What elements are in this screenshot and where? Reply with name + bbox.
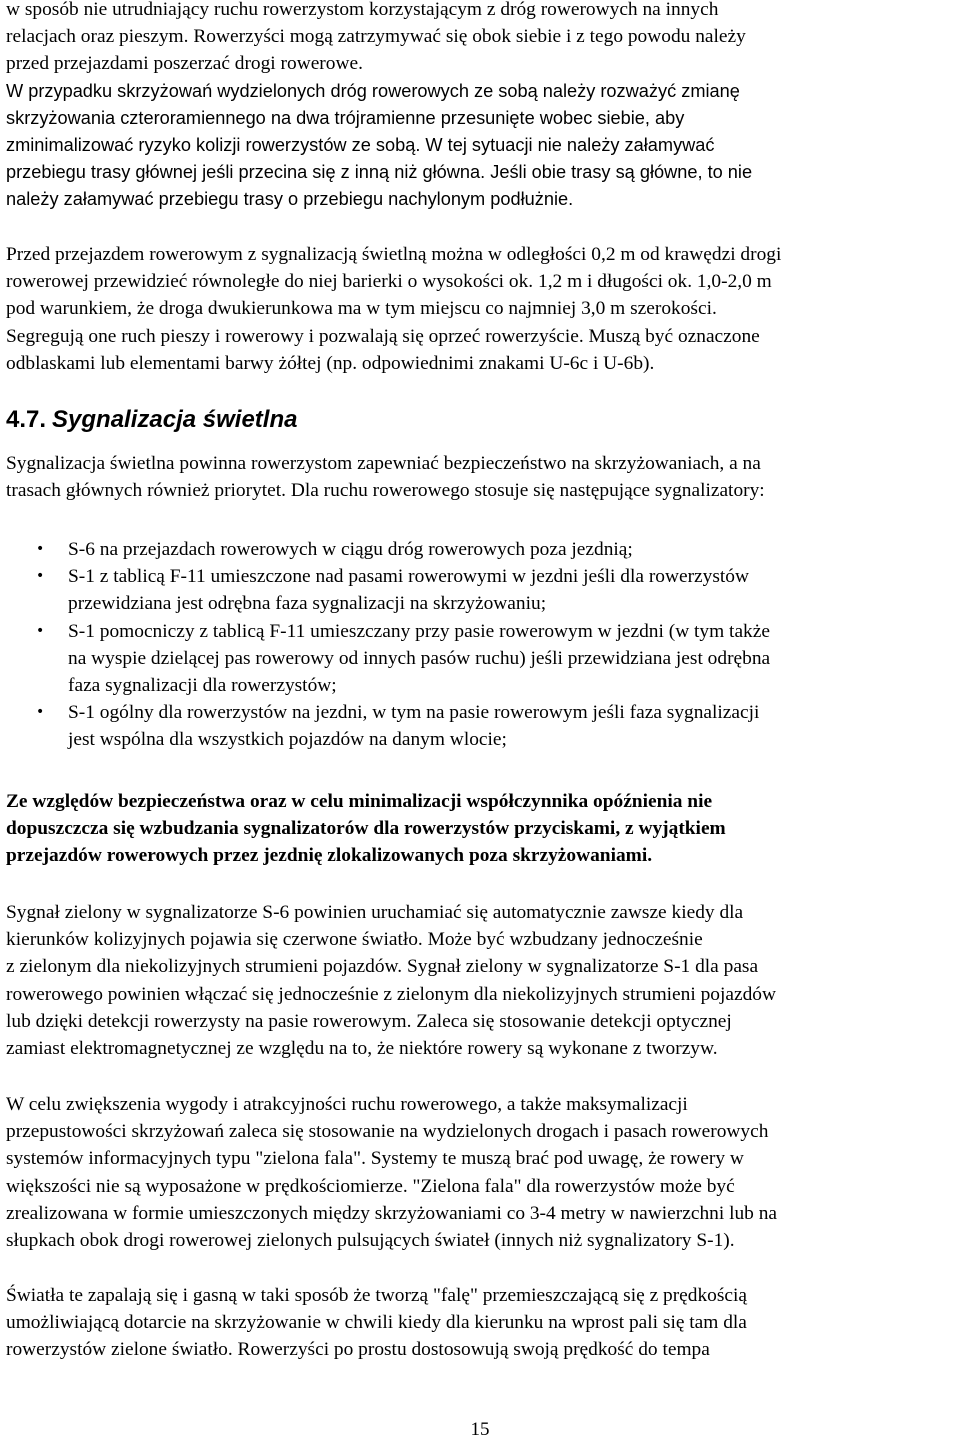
list-item xyxy=(6,699,956,753)
text-line: odblaskami lub elementami barwy żółtej (np. odpowiednimi znakami U-6c i U-6b). xyxy=(6,352,655,374)
text-line: słupkach obok drogi rowerowej zielonych pulsujących świateł (innych niż sygnalizatory S-1). xyxy=(6,1230,735,1252)
text-line: Ze względów bezpieczeństwa oraz w celu minimalizacji współczynnika opóźnienia nie xyxy=(6,791,713,812)
text-line: rowerowego powinien włączać się jednocześnie z zielonym dla niekolizyjnych strumieni pojazdów xyxy=(6,983,776,1005)
text-line: Segregują one ruch pieszy i rowerowy i pozwalają się oprzeć rowerzyście. Muszą być oznaczone xyxy=(6,325,760,347)
list-item xyxy=(6,563,956,617)
paragraph-bold-note xyxy=(6,788,956,870)
bullet-icon: • xyxy=(36,568,45,585)
section-title: Sygnalizacja świetlna xyxy=(52,406,298,433)
text-line: faza sygnalizacji dla rowerzystów; xyxy=(68,675,337,697)
text-line: Przed przejazdem rowerowym z sygnalizacją świetlną można w odległości 0,2 m od krawędzi drogi xyxy=(6,244,782,265)
text-line: kierunków kolizyjnych pojawia się czerwone światło. Może być wzbudzany jednocześnie xyxy=(6,929,703,951)
signal-list xyxy=(6,536,956,754)
text-line: Sygnał zielony w sygnalizatorze S-6 powinien uruchamiać się automatycznie zawsze kiedy dla xyxy=(6,902,744,923)
text-line: przed przejazdami poszerzać drogi rowerowe. xyxy=(6,53,363,75)
text-line: relacjach oraz pieszym. Rowerzyści mogą zatrzymywać się obok siebie i z tego powodu należy xyxy=(6,26,746,48)
text-line: większości nie są wyposażone w prędkościomierze. "Zielona fala" dla rowerzystów może być xyxy=(6,1175,735,1197)
paragraph-green-wave xyxy=(6,1091,956,1254)
text-line: dopuszczcza się wzbudzania sygnalizatorów dla rowerzystów przyciskami, z wyjątkiem xyxy=(6,818,726,840)
text-line: Sygnalizacja świetlna powinna rowerzystom zapewniać bezpieczeństwo na skrzyżowaniach, a na xyxy=(6,453,761,474)
text-line: S-1 ogólny dla rowerzystów na jezdni, w tym na pasie rowerowym jeśli faza sygnalizacji xyxy=(68,702,760,724)
text-line: przepustowości skrzyżowań zaleca się stosowanie na wydzielonych drogach i pasach rowerowych xyxy=(6,1121,769,1143)
paragraph-green-signal xyxy=(6,899,956,1062)
list-item xyxy=(6,536,956,563)
text-line: S-1 pomocniczy z tablicą F-11 umieszczany przy pasie rowerowym w jezdni (w tym także xyxy=(68,620,770,642)
page-number: 15 xyxy=(470,1419,490,1440)
text-line: na wyspie dzielącej pas rowerowy od innych pasów ruchu) jeśli przewidziana jest odrębna xyxy=(68,647,771,669)
paragraph-signal-intro xyxy=(6,450,956,504)
text-line: skrzyżowania czteroramiennego na dwa trójramienne przesunięte wobec siebie, aby xyxy=(6,107,685,128)
text-line: pod warunkiem, że droga dwukierunkowa ma w tym miejscu co najmniej 3,0 m szerokości. xyxy=(6,298,717,320)
bullet-icon: • xyxy=(36,704,45,721)
text-line: zamiast elektromagnetycznej ze względu na to, że niektóre rowery są wykonane z tworzyw. xyxy=(6,1038,718,1060)
bullet-icon: • xyxy=(36,541,45,557)
text-line: lub dzięki detekcji rowerzysty na pasie rowerowym. Zaleca się stosowanie detekcji optycznej xyxy=(6,1010,732,1032)
text-line: S-6 na przejazdach rowerowych w ciągu dróg rowerowych poza jezdnią; xyxy=(68,539,633,560)
text-line: W celu zwiększenia wygody i atrakcyjności ruchu rowerowego, a także maksymalizacji xyxy=(6,1094,688,1115)
text-line: rowerowej przewidzieć równoległe do niej barierki o wysokości ok. 1,2 m i długości ok. 1,0-2,0 m xyxy=(6,271,772,293)
paragraph-lights xyxy=(6,1282,956,1364)
paragraph-barriers xyxy=(6,241,956,377)
text-line: systemów informacyjnych typu "zielona fala". Systemy te muszą brać pod uwagę, że rowery w xyxy=(6,1148,744,1170)
text-line: umożliwiającą dotarcie na skrzyżowanie w chwili kiedy dla kierunku na wprost pali się tam dla xyxy=(6,1312,747,1334)
section-heading xyxy=(6,404,297,436)
text-line: należy załamywać przebiegu trasy o przebiegu nachylonym podłużnie. xyxy=(6,189,574,210)
text-line: Światła te zapalają się i gasną w taki sposób że tworzą "falę" przemieszczającą się z prędkością xyxy=(6,1285,748,1306)
text-line: zrealizowana w formie umieszczonych między skrzyżowaniami co 3-4 metry w nawierzchni lub na xyxy=(6,1202,778,1224)
text-line: przewidziana jest odrębna faza sygnalizacji na skrzyżowaniu; xyxy=(68,593,547,615)
text-line: jest wspólna dla wszystkich pojazdów na danym wlocie; xyxy=(68,729,507,751)
text-line: w sposób nie utrudniający ruchu rowerzystom korzystającym z dróg rowerowych na innych xyxy=(6,0,719,20)
text-line: rowerzystów zielone światło. Rowerzyści po prostu dostosowują swoją prędkość do tempa xyxy=(6,1339,710,1361)
text-line: przebiegu trasy głównej jeśli przecina się z inną niż główna. Jeśli obie trasy są główne, to nie xyxy=(6,162,753,183)
paragraph-intro xyxy=(6,0,956,214)
text-line: W przypadku skrzyżowań wydzielonych dróg rowerowych ze sobą należy rozważyć zmianę xyxy=(6,80,740,101)
text-line: zminimalizować ryzyko kolizji rowerzystów ze sobą. W tej sytuacji nie należy załamywać xyxy=(6,135,715,156)
text-line: S-1 z tablicą F-11 umieszczone nad pasami rowerowymi w jezdni jeśli dla rowerzystów xyxy=(68,566,749,588)
list-item xyxy=(6,618,956,700)
section-number: 4.7. xyxy=(6,406,47,433)
bullet-icon: • xyxy=(36,622,45,639)
text-line: trasach głównych również priorytet. Dla ruchu rowerowego stosuje się następujące sygnalizatory: xyxy=(6,480,765,502)
text-line: przejazdów rowerowych przez jezdnię zlokalizowanych poza skrzyżowaniami. xyxy=(6,845,653,867)
text-line: z zielonym dla niekolizyjnych strumieni pojazdów. Sygnał zielony w sygnalizatorze S-1 dla pasa xyxy=(6,956,759,978)
